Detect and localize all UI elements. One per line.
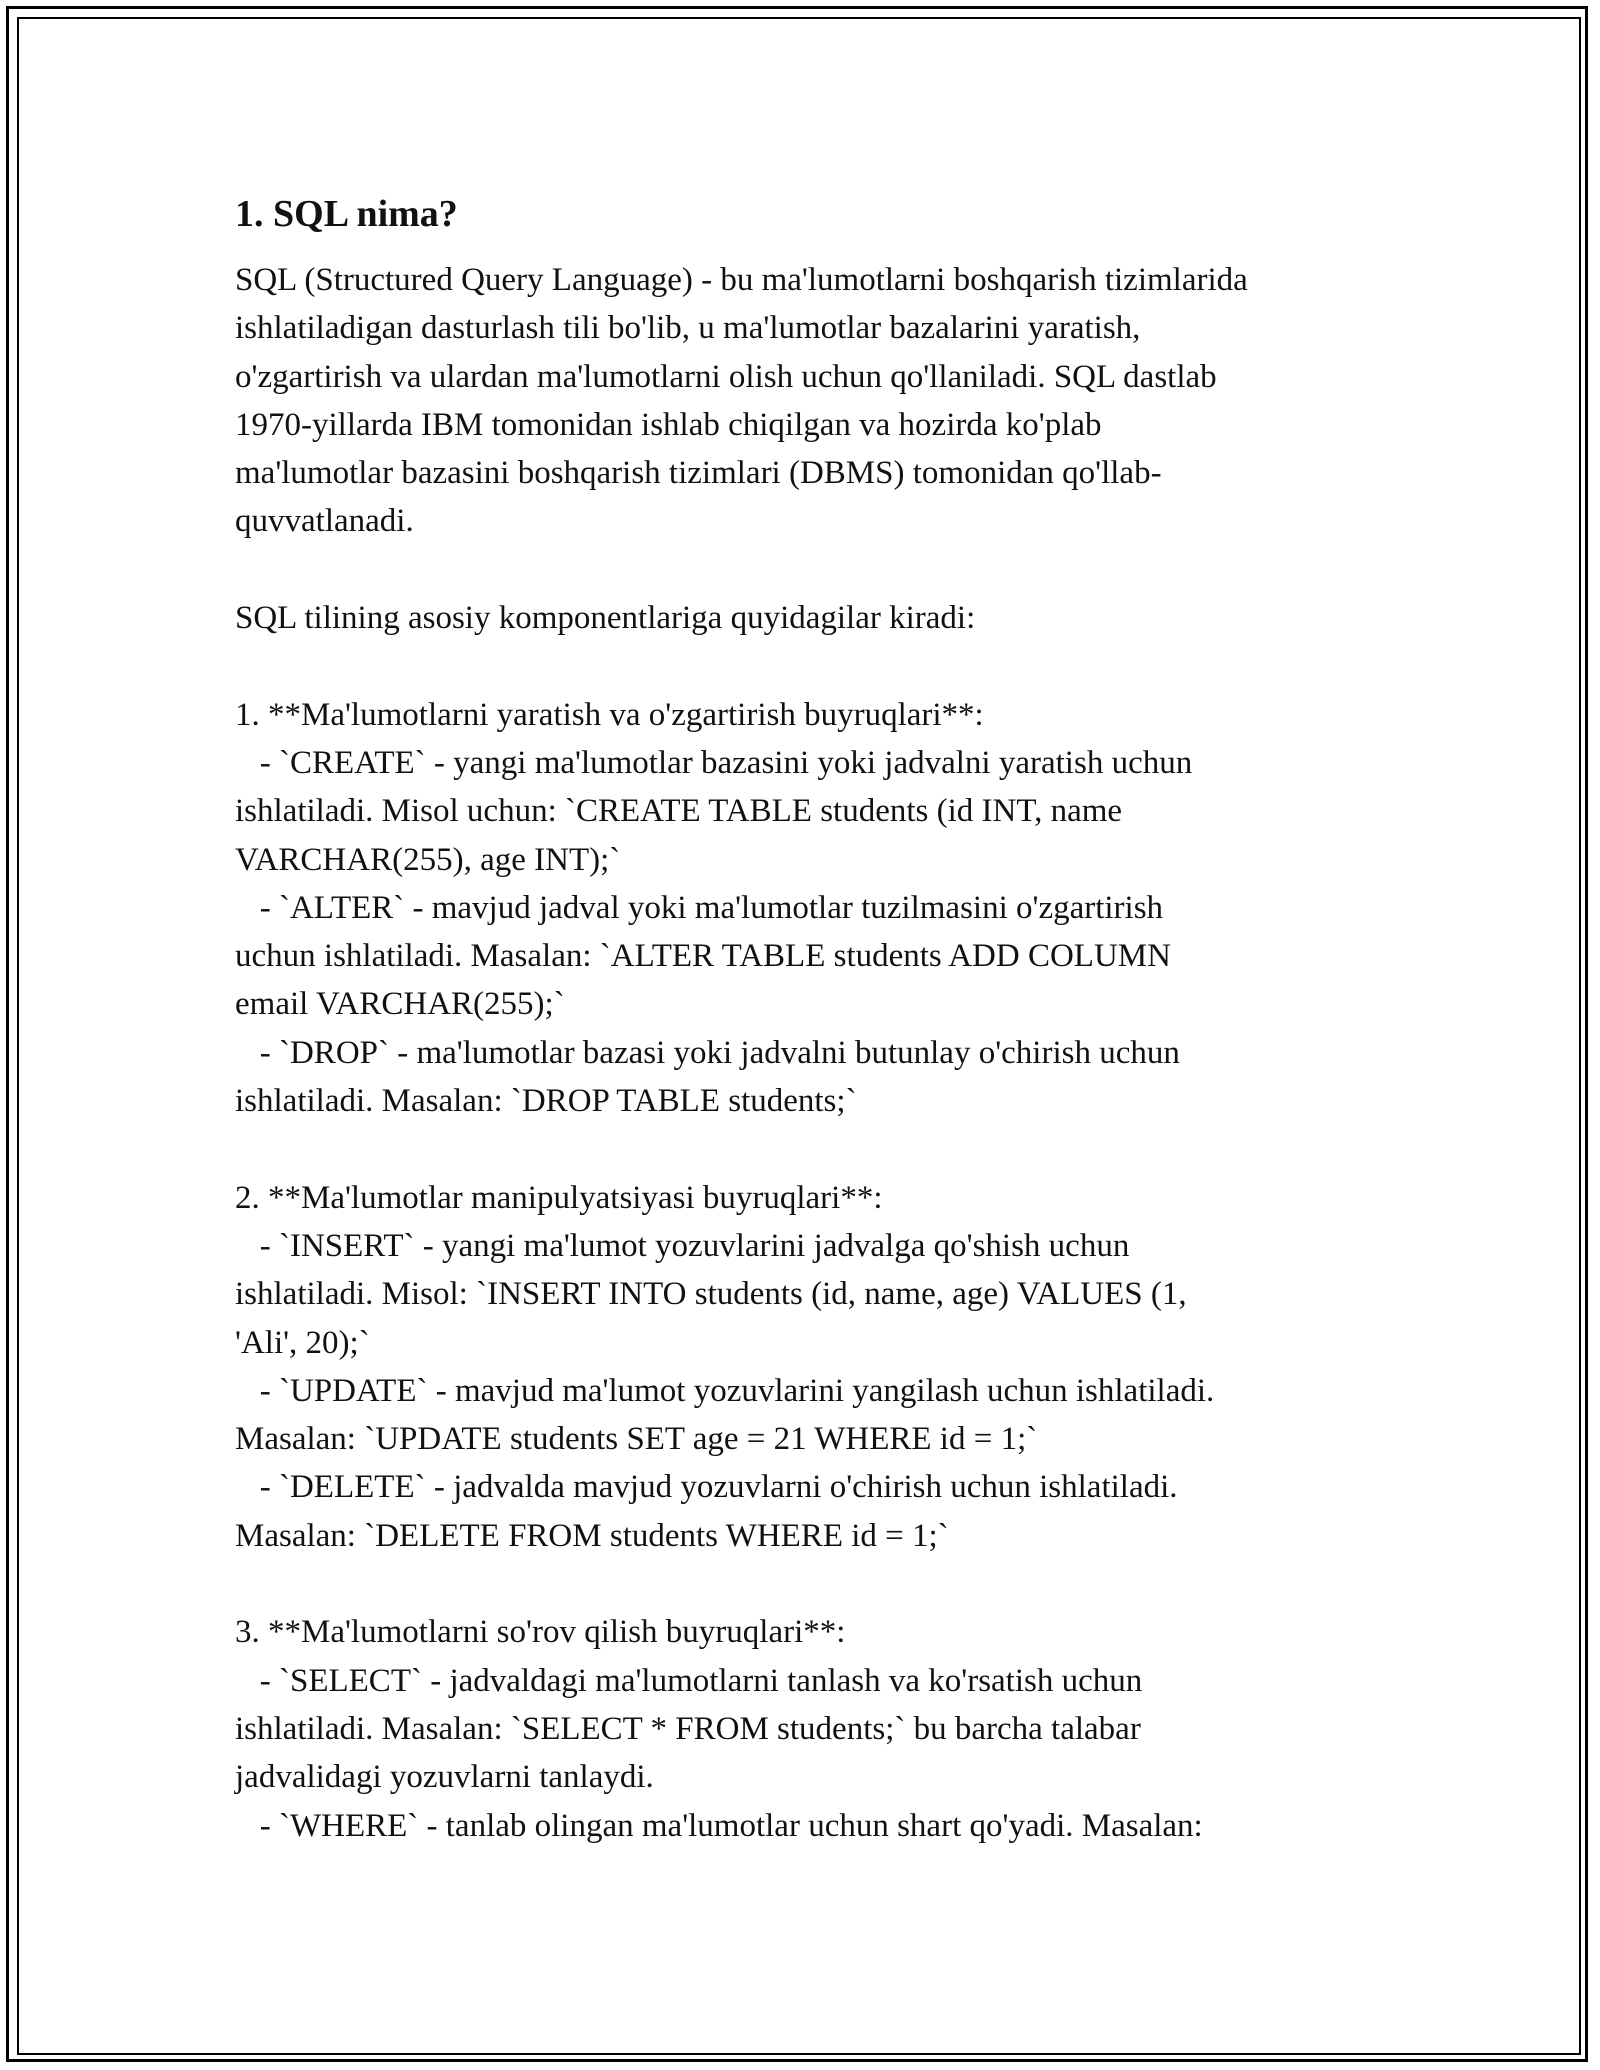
text-line: ishlatiladi. Misol: `INSERT INTO students (id, name, age) VALUES (1, bbox=[235, 1276, 1187, 1313]
document-body bbox=[235, 186, 1395, 1850]
blank-line bbox=[235, 546, 1395, 594]
text-line: o'zgartirish va ulardan ma'lumotlarni olish uchun qo'llaniladi. SQL dastlab bbox=[235, 358, 1217, 395]
text-line: - `WHERE` - tanlab olingan ma'lumotlar uchun shart qo'yadi. Masalan: bbox=[235, 1807, 1203, 1844]
text-line: uchun ishlatiladi. Masalan: `ALTER TABLE students ADD COLUMN bbox=[235, 938, 1171, 975]
text-line: 2. **Ma'lumotlar manipulyatsiyasi buyruqlari**: bbox=[235, 1179, 883, 1216]
text-line: ishlatiladi. Misol uchun: `CREATE TABLE students (id INT, name bbox=[235, 793, 1123, 830]
text-line: 'Ali', 20);` bbox=[235, 1324, 370, 1361]
text-line: ma'lumotlar bazasini boshqarish tizimlari (DBMS) tomonidan qo'llab- bbox=[235, 455, 1162, 492]
blank-line bbox=[235, 1125, 1395, 1173]
text-line: 1. **Ma'lumotlarni yaratish va o'zgartirish buyruqlari**: bbox=[235, 696, 984, 733]
text-line: - `INSERT` - yangi ma'lumot yozuvlarini jadvalga qo'shish uchun bbox=[235, 1227, 1130, 1264]
text-line: Masalan: `UPDATE students SET age = 21 WHERE id = 1;` bbox=[235, 1421, 1038, 1458]
text-line: - `UPDATE` - mavjud ma'lumot yozuvlarini yangilash uchun ishlatiladi. bbox=[235, 1372, 1215, 1409]
text-line: jadvalidagi yozuvlarni tanlaydi. bbox=[235, 1759, 654, 1796]
text-line: Masalan: `DELETE FROM students WHERE id = 1;` bbox=[235, 1517, 949, 1554]
text-line: ishlatiladi. Masalan: `SELECT * FROM students;` bu barcha talabar bbox=[235, 1710, 1141, 1747]
text-line: ishlatiladi. Masalan: `DROP TABLE students;` bbox=[235, 1083, 857, 1120]
text-line: 3. **Ma'lumotlarni so'rov qilish buyruqlari**: bbox=[235, 1614, 846, 1651]
text-line: SQL tilining asosiy komponentlariga quyidagilar kiradi: bbox=[235, 600, 976, 637]
text-line: - `SELECT` - jadvaldagi ma'lumotlarni tanlash va ko'rsatish uchun bbox=[235, 1662, 1143, 1699]
text-line: - `CREATE` - yangi ma'lumotlar bazasini yoki jadvalni yaratish uchun bbox=[235, 744, 1193, 781]
text-line: quvvatlanadi. bbox=[235, 503, 414, 540]
blank-line bbox=[235, 1560, 1395, 1608]
text-line: email VARCHAR(255);` bbox=[235, 986, 565, 1023]
text-line: VARCHAR(255), age INT);` bbox=[235, 841, 621, 878]
text-line: 1970-yillarda IBM tomonidan ishlab chiqilgan va hozirda ko'plab bbox=[235, 406, 1102, 443]
text-line: SQL (Structured Query Language) - bu ma'lumotlarni boshqarish tizimlarida bbox=[235, 262, 1248, 298]
text-line: - `DROP` - ma'lumotlar bazasi yoki jadvalni butunlay o'chirish uchun bbox=[235, 1034, 1180, 1071]
text-line: - `DELETE` - jadvalda mavjud yozuvlarni o'chirish uchun ishlatiladi. bbox=[235, 1469, 1178, 1506]
text-line: ishlatiladigan dasturlash tili bo'lib, u ma'lumotlar bazalarini yaratish, bbox=[235, 310, 1141, 347]
text-line: - `ALTER` - mavjud jadval yoki ma'lumotlar tuzilmasini o'zgartirish bbox=[235, 889, 1164, 926]
document-text bbox=[235, 256, 1395, 1850]
document-heading: 1. SQL nima? bbox=[235, 193, 458, 235]
blank-line bbox=[235, 642, 1395, 690]
